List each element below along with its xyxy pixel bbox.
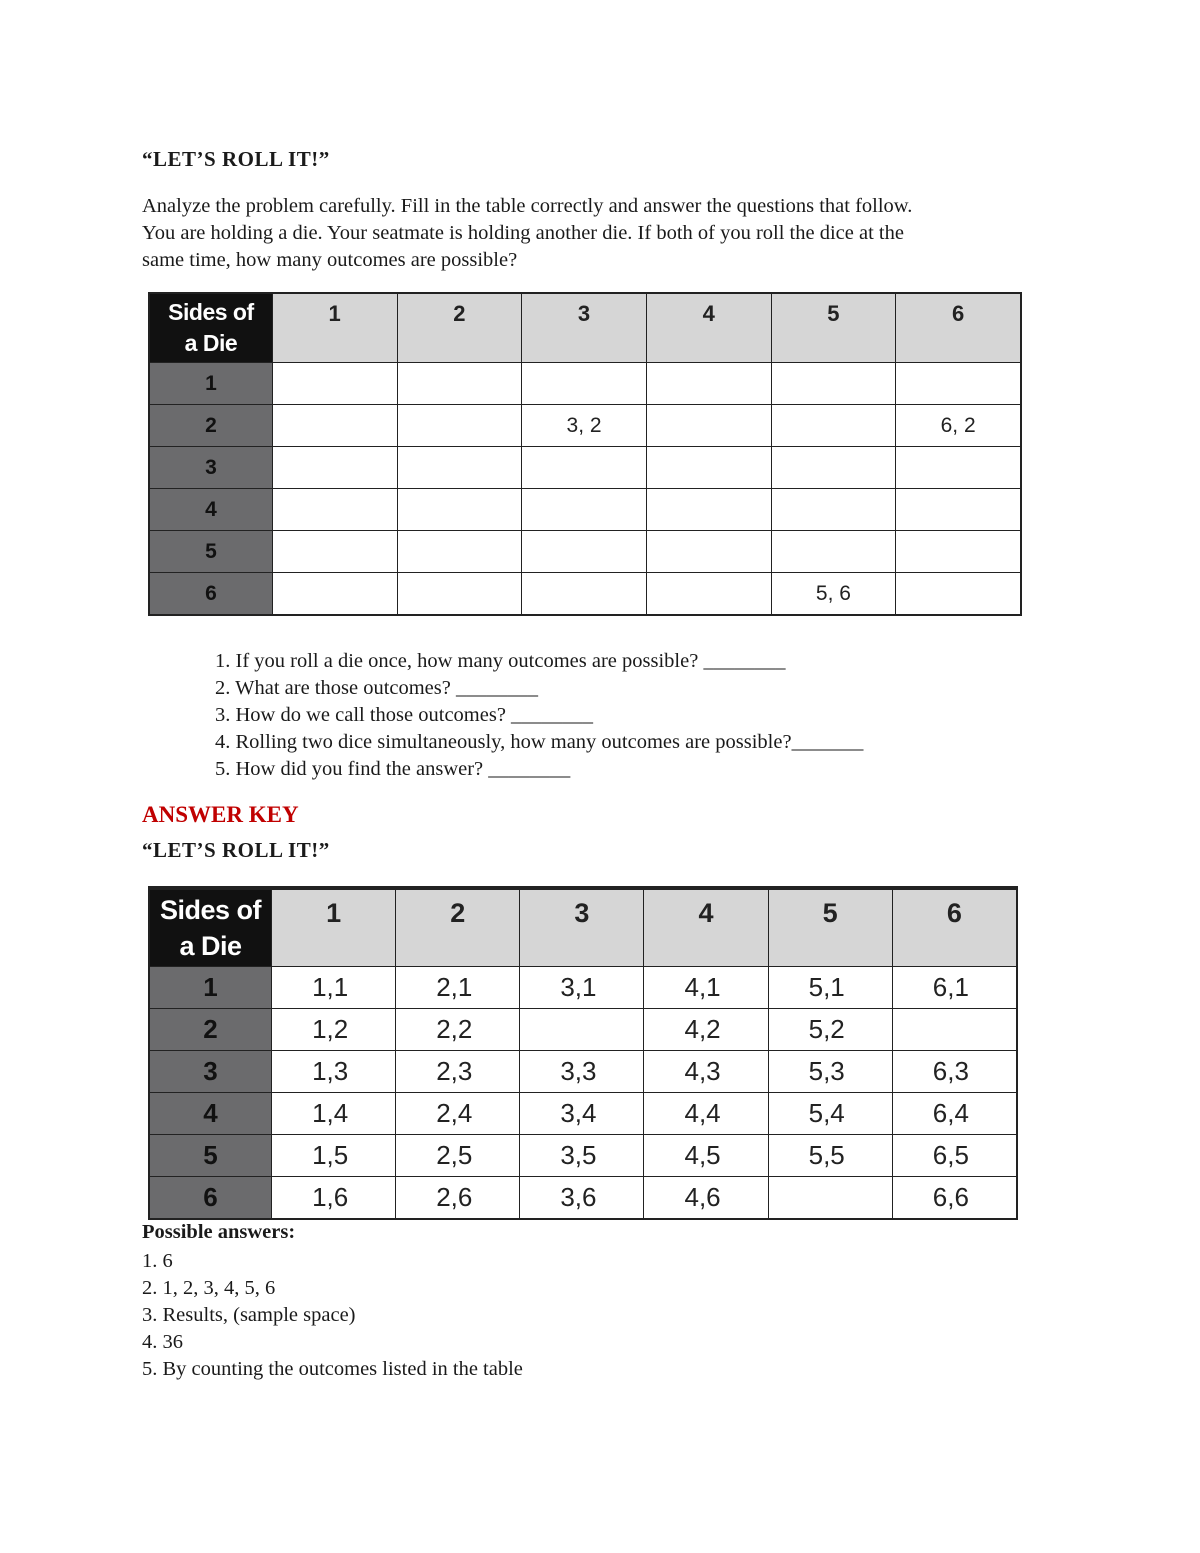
question-item: 3. How do we call those outcomes? ________ [215, 704, 594, 726]
table-row [149, 967, 1017, 1009]
column-header: 6 [896, 293, 1021, 363]
table-cell [522, 531, 647, 573]
table-cell: 1,1 [272, 967, 396, 1009]
table-cell: 5,4 [768, 1093, 892, 1135]
column-header: 2 [397, 293, 522, 363]
column-header: 3 [522, 293, 647, 363]
column-header: 5 [768, 888, 892, 967]
table-cell: 2,6 [396, 1177, 520, 1220]
table-cell: 5,3 [768, 1051, 892, 1093]
table-cell: 4,2 [644, 1009, 768, 1051]
column-header: 5 [771, 293, 896, 363]
table-cell [646, 405, 771, 447]
header-row [149, 888, 1017, 967]
table-row [149, 1135, 1017, 1177]
table-row [149, 489, 1021, 531]
table-cell: 4,3 [644, 1051, 768, 1093]
table-cell: 1,5 [272, 1135, 396, 1177]
table-cell: 3,6 [520, 1177, 644, 1220]
table-cell: 4,5 [644, 1135, 768, 1177]
table-cell [522, 489, 647, 531]
table-cell: 1,3 [272, 1051, 396, 1093]
table-cell: 2,1 [396, 967, 520, 1009]
row-header: 3 [149, 1051, 272, 1093]
table-cell [646, 447, 771, 489]
row-header: 1 [149, 363, 272, 405]
header-row [149, 293, 1021, 363]
column-header: 2 [396, 888, 520, 967]
table-cell: 5, 6 [771, 573, 896, 616]
table-cell [397, 363, 522, 405]
table-cell [397, 447, 522, 489]
table-cell [771, 489, 896, 531]
table-cell: 1,4 [272, 1093, 396, 1135]
question-item: 4. Rolling two dice simultaneously, how many outcomes are possible?_______ [215, 731, 864, 753]
table-cell: 6, 2 [896, 405, 1021, 447]
corner-line-1: Sides of [168, 299, 254, 325]
row-header: 1 [149, 967, 272, 1009]
row-header: 6 [149, 1177, 272, 1220]
table-cell [522, 447, 647, 489]
table-cell [896, 363, 1021, 405]
row-header: 6 [149, 573, 272, 616]
table-cell [272, 447, 397, 489]
outcomes-table-answers [148, 886, 1018, 1220]
table-cell [520, 1009, 644, 1051]
table-cell [771, 363, 896, 405]
table-cell: 2,5 [396, 1135, 520, 1177]
table-cell [646, 531, 771, 573]
table-cell [771, 405, 896, 447]
table-cell [272, 489, 397, 531]
column-header: 4 [646, 293, 771, 363]
table-cell: 4,1 [644, 967, 768, 1009]
corner-line-1: Sides of [160, 895, 262, 925]
answer-key-title: “LET’S ROLL IT!” [142, 838, 330, 862]
table-cell [397, 489, 522, 531]
table-cell [272, 405, 397, 447]
table-cell: 3,3 [520, 1051, 644, 1093]
answer-list [142, 1248, 523, 1383]
corner-line-2: a Die [184, 330, 238, 356]
row-header: 4 [149, 1093, 272, 1135]
table-cell [771, 531, 896, 573]
table-cell [768, 1177, 892, 1220]
instructions-line-1: Analyze the problem carefully. Fill in the table correctly and answer the questions that follow. [142, 195, 913, 217]
column-header: 4 [644, 888, 768, 967]
table-cell [896, 489, 1021, 531]
row-header: 4 [149, 489, 272, 531]
row-header: 5 [149, 531, 272, 573]
table-row [149, 363, 1021, 405]
row-header: 2 [149, 405, 272, 447]
table-cell [397, 573, 522, 616]
table-row [149, 1009, 1017, 1051]
table-cell [896, 447, 1021, 489]
answer-item: 1. 6 [142, 1250, 173, 1272]
table-cell: 1,6 [272, 1177, 396, 1220]
table-cell: 4,4 [644, 1093, 768, 1135]
row-header: 3 [149, 447, 272, 489]
table-cell [522, 363, 647, 405]
table-row [149, 1051, 1017, 1093]
table-row [149, 447, 1021, 489]
table-cell [892, 1009, 1017, 1051]
table-cell: 6,1 [892, 967, 1017, 1009]
table-cell: 6,5 [892, 1135, 1017, 1177]
answer-item: 4. 36 [142, 1331, 183, 1353]
question-item: 5. How did you find the answer? ________ [215, 758, 571, 780]
table-cell: 6,6 [892, 1177, 1017, 1220]
table-cell [272, 363, 397, 405]
outcomes-table-blank [148, 292, 1022, 616]
table-cell: 2,3 [396, 1051, 520, 1093]
table-cell [646, 363, 771, 405]
table-cell: 4,6 [644, 1177, 768, 1220]
table-cell [771, 447, 896, 489]
table-cell: 3, 2 [522, 405, 647, 447]
table-cell: 3,5 [520, 1135, 644, 1177]
answer-item: 2. 1, 2, 3, 4, 5, 6 [142, 1277, 276, 1299]
table-cell [646, 573, 771, 616]
column-header: 1 [272, 293, 397, 363]
table-row [149, 573, 1021, 616]
table-row [149, 405, 1021, 447]
table-row [149, 1093, 1017, 1135]
table-cell: 2,4 [396, 1093, 520, 1135]
table-row [149, 531, 1021, 573]
corner-header [149, 888, 272, 967]
table-cell: 5,1 [768, 967, 892, 1009]
table-cell [272, 573, 397, 616]
column-header: 3 [520, 888, 644, 967]
table-cell: 6,4 [892, 1093, 1017, 1135]
column-header: 6 [892, 888, 1017, 967]
corner-line-2: a Die [179, 931, 242, 961]
row-header: 5 [149, 1135, 272, 1177]
column-header: 1 [272, 888, 396, 967]
answers-title: Possible answers: [142, 1221, 296, 1243]
table-cell [397, 531, 522, 573]
instructions-line-3: same time, how many outcomes are possible? [142, 249, 518, 271]
table-cell: 3,4 [520, 1093, 644, 1135]
table-cell: 5,2 [768, 1009, 892, 1051]
table-row [149, 1177, 1017, 1220]
question-item: 2. What are those outcomes? ________ [215, 677, 538, 699]
table-cell [397, 405, 522, 447]
question-item: 1. If you roll a die once, how many outcomes are possible? ________ [215, 650, 786, 672]
table-cell: 3,1 [520, 967, 644, 1009]
corner-header [149, 293, 272, 363]
question-list [215, 648, 863, 783]
answer-item: 3. Results, (sample space) [142, 1304, 356, 1326]
table-cell [646, 489, 771, 531]
instructions-line-2: You are holding a die. Your seatmate is holding another die. If both of you roll the dice at the [142, 222, 904, 244]
table-cell: 2,2 [396, 1009, 520, 1051]
instructions [142, 193, 1042, 274]
table-cell [522, 573, 647, 616]
answer-key-heading: ANSWER KEY [142, 802, 299, 827]
table-cell [272, 531, 397, 573]
table-cell [896, 531, 1021, 573]
worksheet-title: “LET’S ROLL IT!” [142, 147, 330, 171]
answer-item: 5. By counting the outcomes listed in the table [142, 1358, 523, 1380]
row-header: 2 [149, 1009, 272, 1051]
table-cell: 1,2 [272, 1009, 396, 1051]
table-cell [896, 573, 1021, 616]
table-cell: 5,5 [768, 1135, 892, 1177]
table-cell: 6,3 [892, 1051, 1017, 1093]
